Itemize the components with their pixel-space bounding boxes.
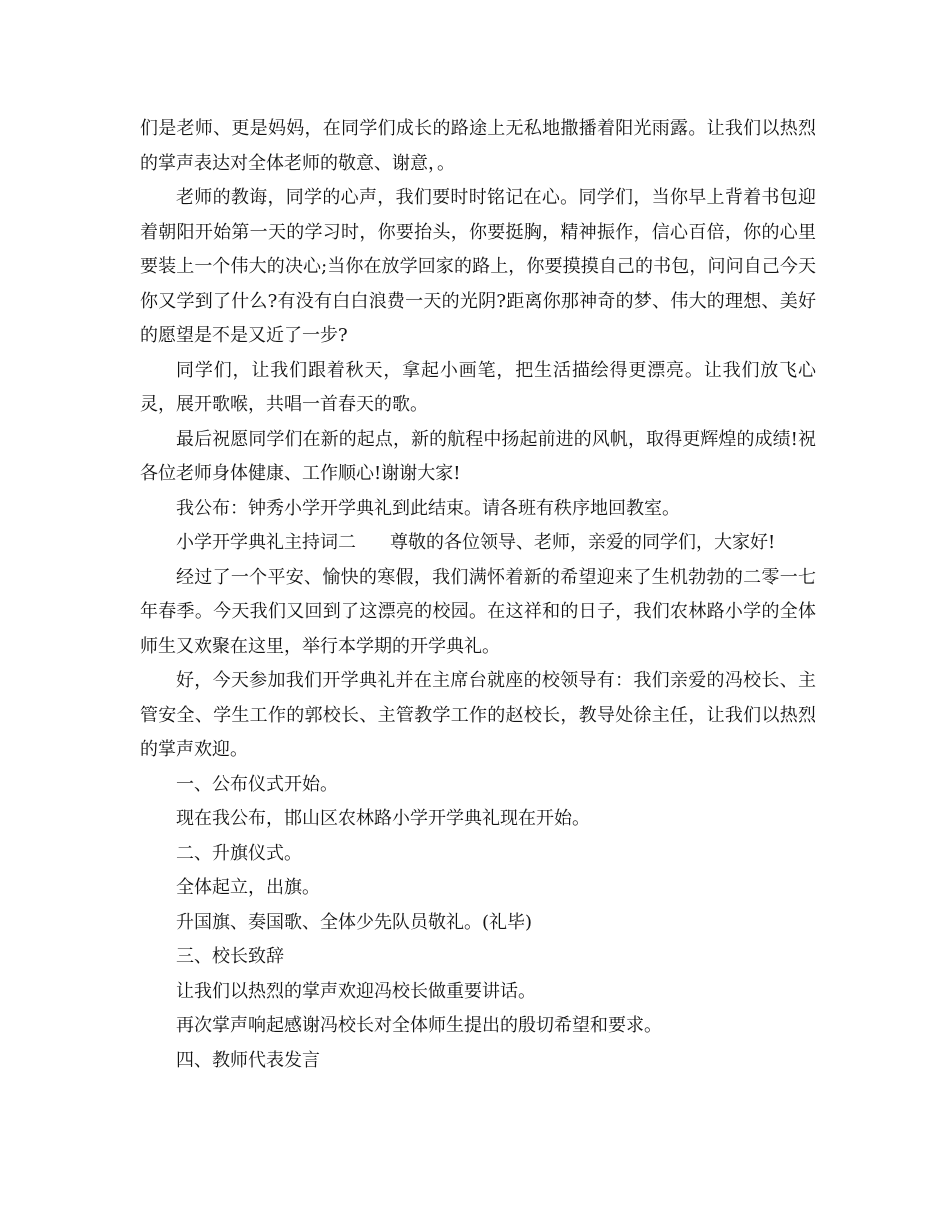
section-heading-line	[140, 526, 816, 561]
paragraph-3: 同学们，让我们跟着秋天，拿起小画笔，把生活描绘得更漂亮。让我们放飞心灵，展开歌喉，共唱一首春天的歌。	[140, 359, 816, 415]
paragraph-6: 经过了一个平安、愉快的寒假，我们满怀着新的希望迎来了生机勃勃的二零一七年春季。今天我们又回到了这漂亮的校园。在这祥和的日子，我们农林路小学的全体师生又欢聚在这里，举行本学期的开学典礼。	[140, 566, 816, 657]
item-teacher: 四、教师代表发言	[176, 1049, 320, 1071]
paragraph-10: 升国旗、奏国歌、全体少先队员敬礼。(礼毕)	[176, 911, 533, 933]
paragraph-4: 最后祝愿同学们在新的起点，新的航程中扬起前进的风帆，取得更辉煌的成绩!祝各位老师身体健康、工作顺心!谢谢大家!	[140, 428, 816, 484]
paragraph-1: 们是老师、更是妈妈，在同学们成长的路途上无私地撒播着阳光雨露。让我们以热烈的掌声表达对全体老师的敬意、谢意，。	[140, 118, 816, 174]
paragraph-2: 老师的教诲，同学的心声，我们要时时铭记在心。同学们，当你早上背着书包迎着朝阳开始第一天的学习时，你要抬头，你要挺胸，精神振作，信心百倍，你的心里要装上一个伟大的决心;当你在放学回家的路上，你要摸摸自己的书包，问问自己今天你又学到了什么?有没有白白浪费一天的光阴?距离你那神奇的梦、伟大的理想、美好的愿望是不是又近了一步?	[140, 187, 816, 346]
item-flag: 二、升旗仪式。	[176, 842, 302, 864]
section-title: 小学开学典礼主持词二	[176, 532, 356, 553]
paragraph-11: 让我们以热烈的掌声欢迎冯校长做重要讲话。	[176, 980, 536, 1002]
item-principal: 三、校长致辞	[176, 946, 284, 967]
paragraph-8: 现在我公布，邯山区农林路小学开学典礼现在开始。	[176, 808, 590, 829]
paragraph-12: 再次掌声响起感谢冯校长对全体师生提出的殷切希望和要求。	[176, 1015, 662, 1036]
document-body	[140, 112, 816, 1078]
paragraph-9: 全体起立，出旗。	[176, 877, 320, 898]
section-greeting: 尊敬的各位领导、老师，亲爱的同学们，大家好!	[390, 532, 776, 553]
paragraph-5: 我公布：钟秀小学开学典礼到此结束。请各班有秩序地回教室。	[176, 497, 680, 519]
item-opening: 一、公布仪式开始。	[176, 773, 338, 795]
paragraph-7: 好，今天参加我们开学典礼并在主席台就座的校领导有：我们亲爱的冯校长、主管安全、学生工作的郭校长、主管教学工作的赵校长，教导处徐主任，让我们以热烈的掌声欢迎。	[140, 670, 816, 760]
